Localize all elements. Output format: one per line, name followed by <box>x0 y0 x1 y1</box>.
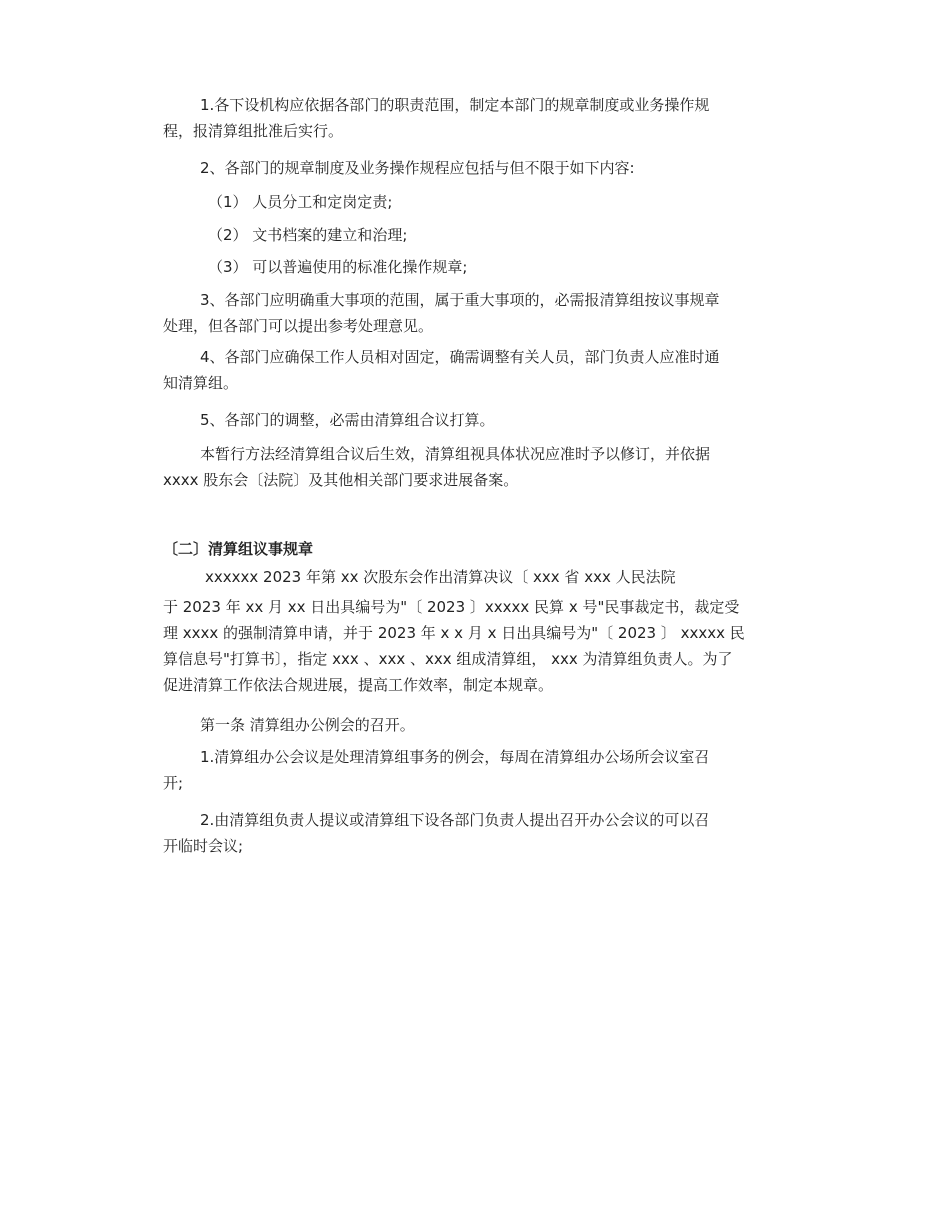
text-line: xxxxxx 2023 年第 xx 次股东会作出清算决议〔 xxx 省 xxx 人民法院 <box>205 568 676 586</box>
paragraph-intro <box>163 564 778 698</box>
text-line: 开临时会议; <box>163 837 244 855</box>
paragraph-item-3 <box>163 287 778 339</box>
text-line: 3、各部门应明确重大事项的范围，属于重大事项的，必需报清算组按议事规章 <box>200 291 720 309</box>
paragraph-item-2 <box>163 155 778 181</box>
text-line: 理 xxxx 的强制清算申请，并于 2023 年 x x 月 x 日出具编号为"〔 2023 〕 xxxxx 民 <box>163 624 745 642</box>
paragraph-closing <box>163 441 778 493</box>
text-line: 算信息号"打算书〕，指定 xxx 、xxx 、xxx 组成清算组， xxx 为清算组负责人。为了 <box>163 650 733 668</box>
text-line: （1） 人员分工和定岗定责; <box>208 193 393 211</box>
text-line: 2、各部门的规章制度及业务操作规程应包括与但不限于如下内容: <box>200 159 635 177</box>
list-item-sub-2 <box>163 222 778 248</box>
text-line: 1.各下设机构应依据各部门的职责范围，制定本部门的规章制度或业务操作规 <box>200 96 710 114</box>
text-line: 5、各部门的调整，必需由清算组合议打算。 <box>200 411 495 429</box>
text-line: xxxx 股东会〔法院〕及其他相关部门要求进展备案。 <box>163 471 519 489</box>
section-heading <box>163 536 778 562</box>
text-line: 知清算组。 <box>163 374 239 392</box>
text-line: 1.清算组办公会议是处理清算组事务的例会，每周在清算组办公场所会议室召 <box>200 748 710 766</box>
article-1-title <box>163 712 778 738</box>
paragraph-item-5 <box>163 407 778 433</box>
text-line: （3） 可以普遍使用的标准化操作规章; <box>208 258 468 276</box>
text-line: 开; <box>163 774 184 792</box>
text-line: 促进清算工作依法合规进展，提高工作效率，制定本规章。 <box>163 676 554 694</box>
article-1-item-2 <box>163 807 778 859</box>
text-line: 第一条 清算组办公例会的召开。 <box>200 716 415 734</box>
article-1-item-1 <box>163 744 778 796</box>
text-line: 程，报清算组批准后实行。 <box>163 122 344 140</box>
text-line: 于 2023 年 xx 月 xx 日出具编号为"〔 2023 〕xxxxx 民算 x 号"民事裁定书，裁定受 <box>163 598 740 616</box>
text-line: 2.由清算组负责人提议或清算组下设各部门负责人提出召开办公会议的可以召 <box>200 811 710 829</box>
list-item-sub-3 <box>163 254 778 280</box>
text-line: 4、各部门应确保工作人员相对固定，确需调整有关人员，部门负责人应准时通 <box>200 348 720 366</box>
list-item-sub-1 <box>163 189 778 215</box>
text-line: （2） 文书档案的建立和治理; <box>208 226 408 244</box>
text-line: 处理，但各部门可以提出参考处理意见。 <box>163 317 434 335</box>
paragraph-item-4 <box>163 344 778 396</box>
text-line: 本暂行方法经清算组合议后生效，清算组视具体状况应准时予以修订，并依据 <box>200 445 711 463</box>
paragraph-item-1 <box>163 92 778 144</box>
heading-text: 〔二〕清算组议事规章 <box>163 540 314 558</box>
